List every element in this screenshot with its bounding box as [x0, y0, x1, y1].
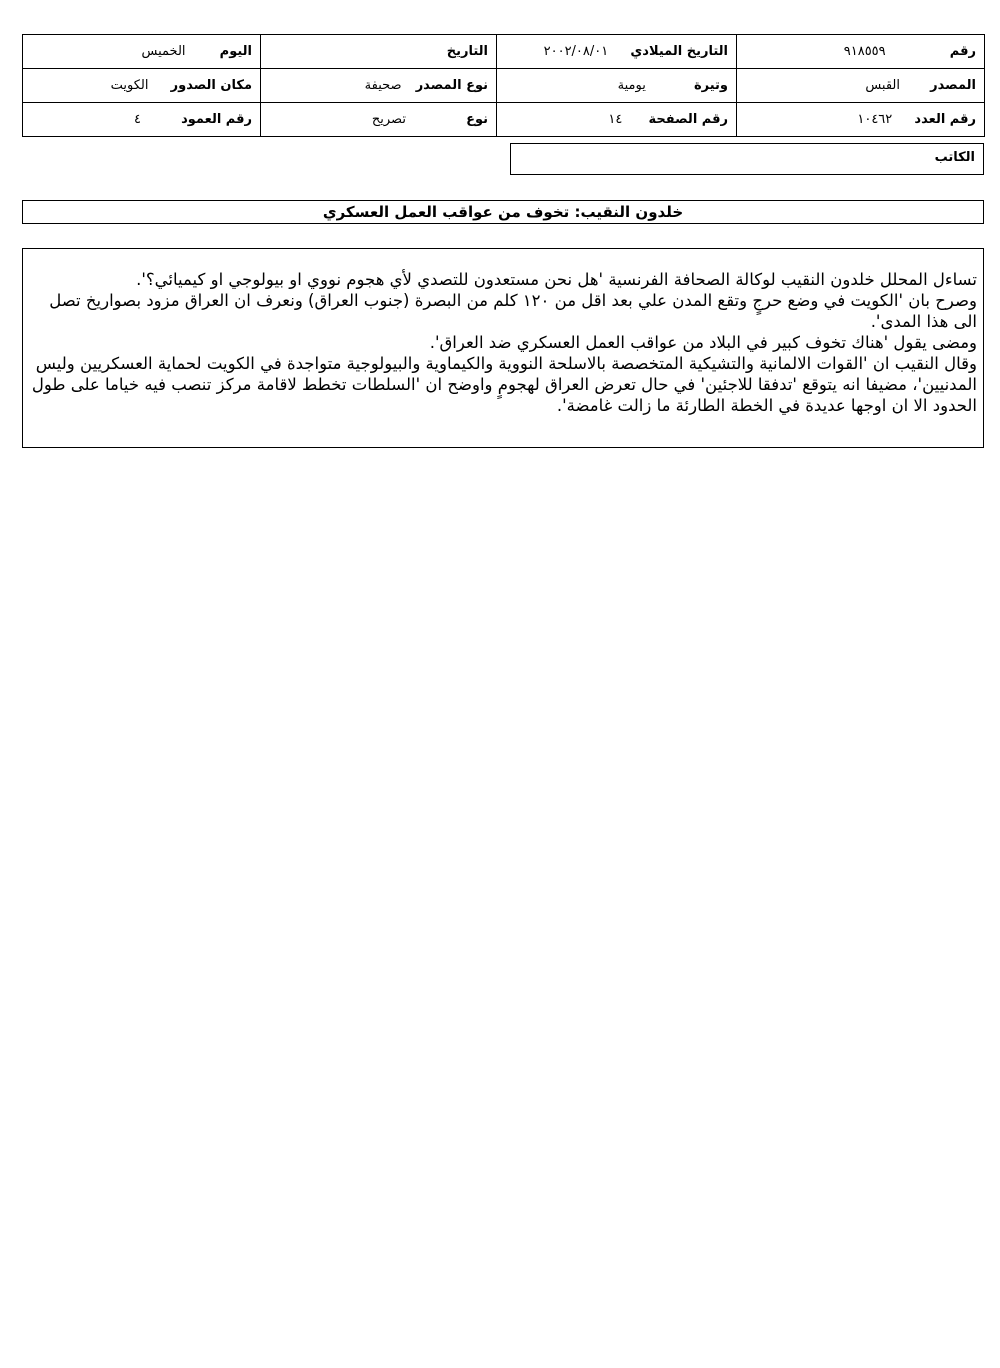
- article-paragraph: وقال النقيب ان 'القوات الالمانية والتشيكية المتخصصة بالاسلحة النووية والكيماوية والبيولوجية متواجدة في الكويت لحماية العسكريين وليس المدنيين'، مضيفا انه يتوقع 'تدفقا للاجئين' في حال تعرض العراق لهجومٍ واوضح ان 'السلطات تخطط لاقامة مركز تنصب فيه خياما على طول الحدود الا ان اوجها عديدة في الخطة الطارئة ما زالت غامضة'.: [31, 354, 977, 415]
- issue-number-value: ١٠٤٦٢: [857, 112, 893, 127]
- gregorian-date-cell: [497, 35, 737, 69]
- number-cell: [737, 35, 985, 69]
- article-body: [22, 248, 984, 448]
- day-cell: [23, 35, 261, 69]
- type-cell: [261, 103, 497, 137]
- source-type-label: نوع المصدر: [415, 78, 488, 93]
- source-type-value: صحيفة: [364, 78, 402, 93]
- page-number-label: رقم الصفحة: [648, 112, 728, 127]
- headline: خلدون النقيب: تخوف من عواقب العمل العسكري: [22, 200, 984, 224]
- metadata-row: [23, 103, 985, 137]
- source-value: القبس: [865, 78, 900, 93]
- type-label: نوع: [466, 112, 488, 127]
- gregorian-date-value: ٢٠٠٢/٠٨/٠١: [543, 44, 609, 59]
- writer-field: [510, 143, 984, 175]
- source-cell: [737, 69, 985, 103]
- day-label: اليوم: [219, 44, 252, 59]
- metadata-table: [22, 34, 985, 137]
- number-label: رقم: [949, 44, 976, 59]
- issue-number-cell: [737, 103, 985, 137]
- date-label: التاريخ: [446, 44, 488, 59]
- issue-number-label: رقم العدد: [914, 112, 976, 127]
- frequency-cell: [497, 69, 737, 103]
- source-label: المصدر: [930, 78, 976, 93]
- article-paragraph: تساءل المحلل خلدون النقيب لوكالة الصحافة الفرنسية 'هل نحن مستعدون للتصدي لأي هجوم نووي او بيولوجي او كيميائي؟'.: [136, 270, 977, 289]
- number-value: ٩١٨٥٥٩: [843, 44, 886, 59]
- day-value: الخميس: [141, 44, 186, 59]
- date-cell: [261, 35, 497, 69]
- gregorian-date-label: التاريخ الميلادي: [630, 44, 728, 59]
- article-paragraph: وصرح بان 'الكويت في وضع حرجٍ وتقع المدن علي بعد اقل من ١٢٠ كلم من البصرة (جنوب العراق) ونعرف ان العراق مزود بصواريخ تصل الى هذا المدى'.: [49, 291, 977, 331]
- column-number-label: رقم العمود: [181, 112, 252, 127]
- metadata-row: [23, 35, 985, 69]
- column-number-value: ٤: [133, 112, 141, 127]
- publication-place-label: مكان الصدور: [170, 78, 252, 93]
- page-number-value: ١٤: [608, 112, 623, 127]
- metadata-row: [23, 69, 985, 103]
- writer-label: الكاتب: [934, 150, 975, 165]
- source-type-cell: [261, 69, 497, 103]
- page-number-cell: [497, 103, 737, 137]
- publication-place-cell: [23, 69, 261, 103]
- frequency-value: يومية: [617, 78, 646, 93]
- column-number-cell: [23, 103, 261, 137]
- publication-place-value: الكويت: [110, 78, 149, 93]
- frequency-label: وتيرة: [693, 78, 728, 93]
- type-value: تصريح: [371, 112, 406, 127]
- article-paragraph: ومضى يقول 'هناك تخوف كبير في البلاد من عواقب العمل العسكري ضد العراق'.: [429, 333, 977, 352]
